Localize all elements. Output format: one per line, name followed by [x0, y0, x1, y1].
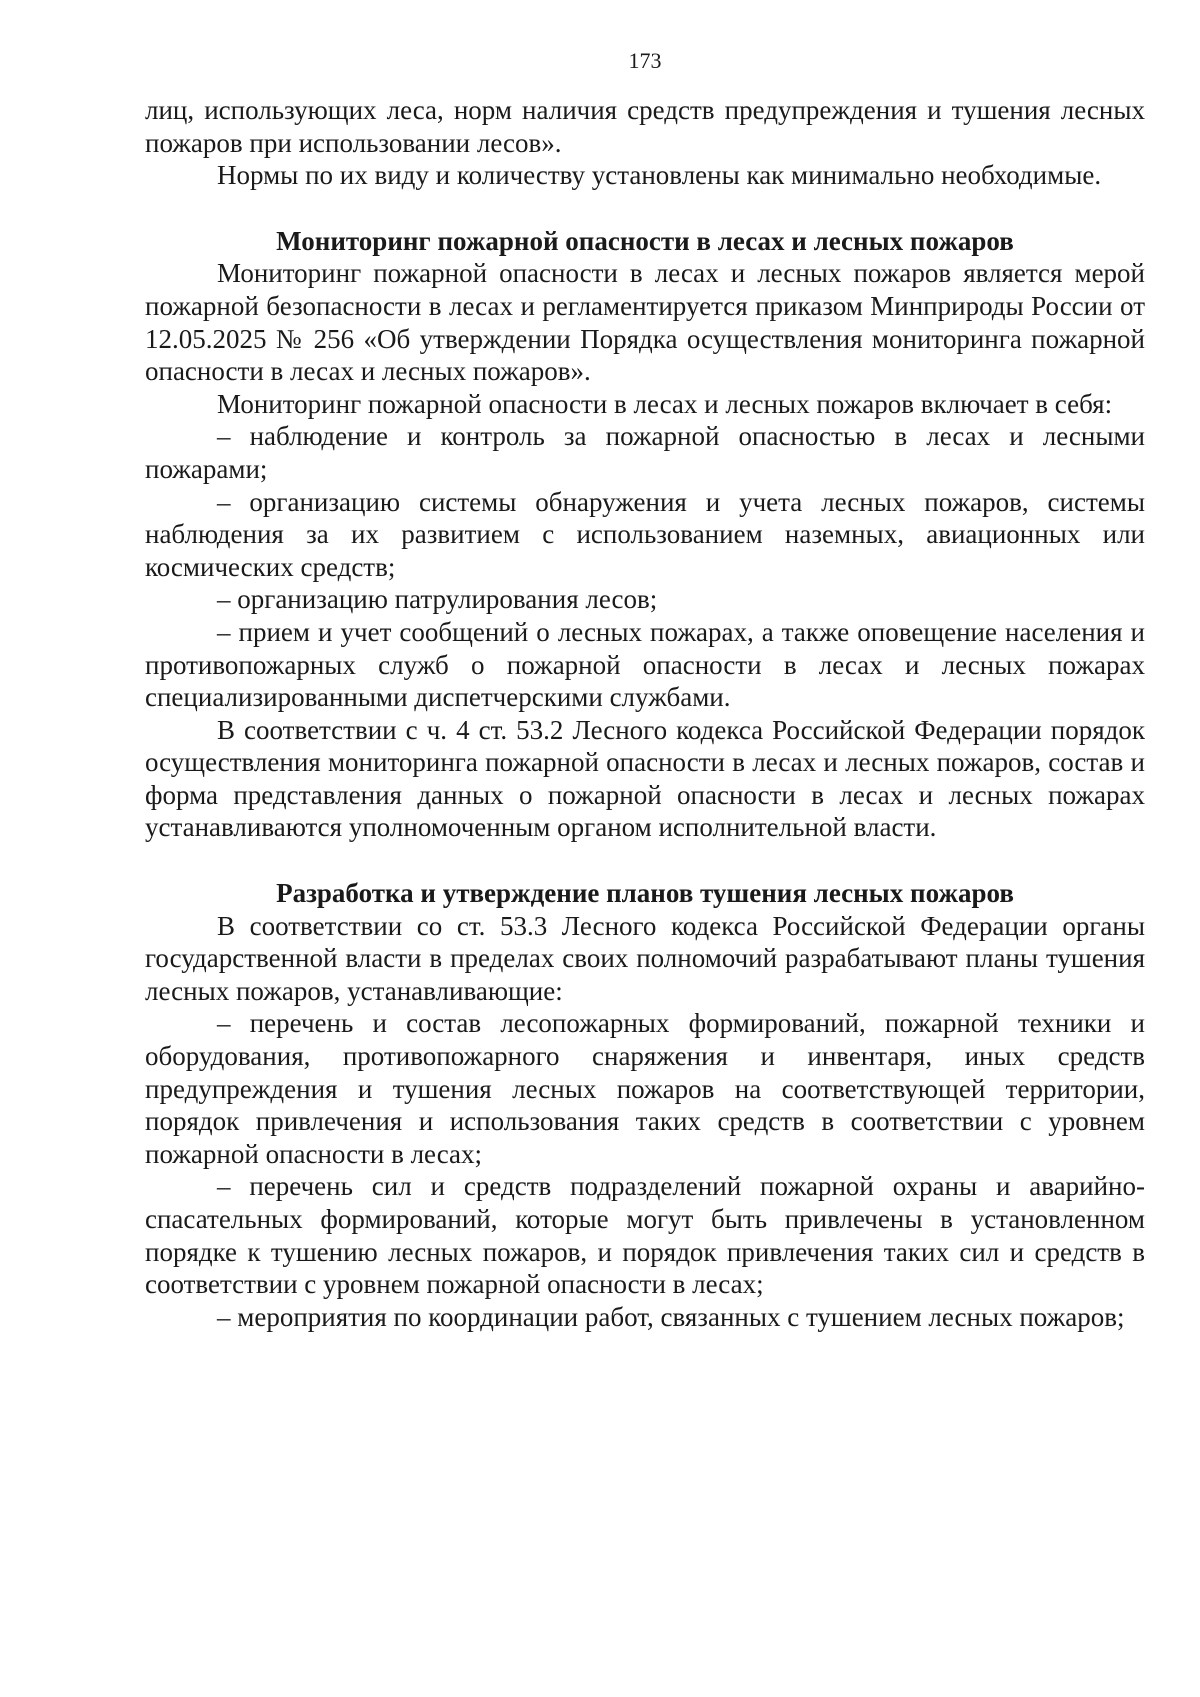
section-heading-fire-plans: Разработка и утверждение планов тушения лесных пожаров	[276, 878, 1014, 909]
document-page	[145, 48, 1145, 1333]
paragraph: Мониторинг пожарной опасности в лесах и лесных пожаров включает в себя:	[217, 388, 1113, 419]
list-item: – организацию патрулирования лесов;	[217, 584, 658, 615]
section-heading-monitoring: Мониторинг пожарной опасности в лесах и лесных пожаров	[276, 225, 1014, 256]
paragraph: Мониторинг пожарной опасности в лесах и лесных пожаров является мерой пожарной безопасности в лесах и регламентируется приказом Минприроды России от 12.05.2025 № 256 «Об утверждении Порядка осуществления мониторинга пожарной опасности в лесах и лесных пожаров».	[145, 258, 1145, 387]
list-item: – прием и учет сообщений о лесных пожарах, а также оповещение населения и противопожарных служб о пожарной опасности в лесах и лесных пожарах специализированными диспетчерскими службами.	[145, 616, 1145, 713]
section-spacer	[145, 192, 1145, 225]
paragraph: лиц, использующих леса, норм наличия средств предупреждения и тушения лесных пожаров при использовании лесов».	[145, 95, 1145, 158]
list-item: – перечень сил и средств подразделений пожарной охраны и аварийно-спасательных формирований, которые могут быть привлечены в установленном порядке к тушению лесных пожаров, и порядок привлечения таких сил и средств в соответствии с уровнем пожарной опасности в лесах;	[145, 1171, 1145, 1300]
page-number: 173	[628, 48, 662, 73]
list-item: – мероприятия по координации работ, связанных с тушением лесных пожаров;	[217, 1301, 1125, 1332]
paragraph: В соответствии с ч. 4 ст. 53.2 Лесного кодекса Российской Федерации порядок осуществления мониторинга пожарной опасности в лесах и лесных пожаров, состав и форма представления данных о пожарной опасности в лесах и лесных пожарах устанавливаются уполномоченным органом исполнительной власти.	[145, 714, 1145, 843]
paragraph: В соответствии со ст. 53.3 Лесного кодекса Российской Федерации органы государственной власти в пределах своих полномочий разрабатывают планы тушения лесных пожаров, устанавливающие:	[145, 910, 1145, 1006]
list-item: – организацию системы обнаружения и учета лесных пожаров, системы наблюдения за их развитием с использованием наземных, авиационных или космических средств;	[145, 486, 1145, 582]
list-item: – перечень и состав лесопожарных формирований, пожарной техники и оборудования, противопожарного снаряжения и инвентаря, иных средств предупреждения и тушения лесных пожаров на соответствующей территории, порядок привлечения и использования таких средств в соответствии с уровнем пожарной опасности в лесах;	[145, 1008, 1145, 1169]
section-spacer	[145, 844, 1145, 877]
paragraph: Нормы по их виду и количеству установлены как минимально необходимые.	[217, 160, 1102, 191]
list-item: – наблюдение и контроль за пожарной опасностью в лесах и лесными пожарами;	[145, 421, 1145, 484]
